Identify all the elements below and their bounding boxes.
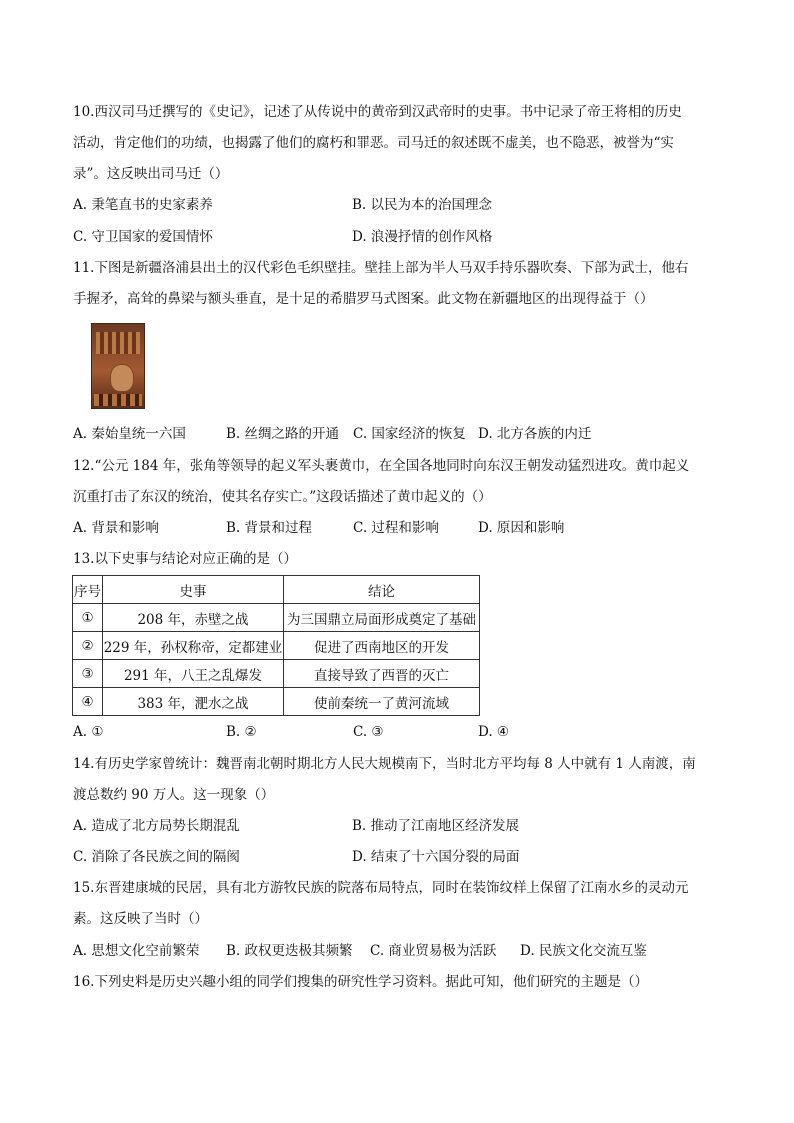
table-cell: 383 年，淝水之战 [103, 688, 284, 716]
q12-option-c: C. 过程和影响 [353, 520, 439, 536]
table-row [73, 660, 480, 688]
q12-option-d: D. 原因和影响 [478, 520, 565, 536]
table-cell: ② [73, 632, 103, 660]
table-row [73, 688, 480, 716]
table-cell: 208 年，赤壁之战 [103, 604, 284, 632]
q15-option-a: A. 思想文化空前繁荣 [73, 943, 200, 959]
q11-option-d: D. 北方各族的内迁 [478, 426, 592, 442]
table-cell: 291 年，八王之乱爆发 [103, 660, 284, 688]
q10-option-d: D. 浪漫抒情的创作风格 [352, 229, 493, 245]
table-row [73, 632, 480, 660]
table-header-cell: 结论 [284, 576, 480, 604]
q14-option-b: B. 推动了江南地区经济发展 [352, 818, 520, 834]
q14-text-line1: 14.有历史学家曾统计：魏晋南北朝时期北方人民大规模南下，当时北方平均每 8 人中就有 1 人南渡，南 [73, 756, 696, 772]
q13-option-d: D. ④ [478, 724, 510, 740]
q12-text-line1: 12.“公元 184 年，张角等领导的起义军头裹黄巾，在全国各地同时向东汉王朝发动猛烈进攻。黄巾起义 [73, 458, 690, 474]
q10-option-b: B. 以民为本的治国理念 [352, 197, 493, 213]
q10-text-line2: 活动，肯定他们的功绩，也揭露了他们的腐朽和罪恶。司马迁的叙述既不虚美，也不隐恶，被誉为“实 [73, 135, 674, 151]
q11-text-line1: 11.下图是新疆洛浦县出土的汉代彩色毛织壁挂。壁挂上部为半人马双手持乐器吹奏、下部为武士，他右 [73, 260, 689, 276]
q10-option-c: C. 守卫国家的爱国情怀 [73, 229, 213, 245]
q10-text-line3: 录”。这反映出司马迁（） [73, 166, 229, 182]
q10-option-a: A. 秉笔直书的史家素养 [73, 197, 213, 213]
image-pattern-top [96, 332, 140, 354]
table-cell: 为三国鼎立局面形成奠定了基础 [284, 604, 480, 632]
table-cell: 229 年，孙权称帝，定都建业 [103, 632, 284, 660]
q11-option-a: A. 秦始皇统一六国 [73, 426, 186, 442]
q14-option-d: D. 结束了十六国分裂的局面 [352, 849, 520, 865]
q13-text: 13.以下史事与结论对应正确的是（） [73, 551, 297, 567]
q15-option-c: C. 商业贸易极为活跃 [370, 943, 497, 959]
table-cell: 促进了西南地区的开发 [284, 632, 480, 660]
image-pattern-bottom [94, 394, 142, 406]
q16-text: 16.下列史料是历史兴趣小组的同学们搜集的研究性学习资料。据此可知，他们研究的主题是（） [73, 974, 648, 990]
q13-option-c: C. ③ [353, 724, 384, 740]
q15-text-line2: 素。这反映了当时（） [73, 911, 208, 927]
q13-option-b: B. ② [226, 724, 257, 740]
q13-option-a: A. ① [73, 724, 104, 740]
q11-text-line2: 手握矛，高耸的鼻梁与额头垂直，是十足的希腊罗马式图案。此文物在新疆地区的出现得益于（） [73, 291, 654, 307]
q13-table [72, 575, 480, 716]
table-cell: 直接导致了西晋的灭亡 [284, 660, 480, 688]
q14-text-line2: 渡总数约 90 万人。这一现象（） [73, 787, 275, 803]
q15-option-d: D. 民族文化交流互鉴 [520, 943, 647, 959]
q14-option-a: A. 造成了北方局势长期混乱 [73, 818, 240, 834]
q12-option-a: A. 背景和影响 [73, 520, 159, 536]
table-header-cell: 序号 [73, 576, 103, 604]
q15-option-b: B. 政权更迭极其频繁 [226, 943, 353, 959]
table-row [73, 604, 480, 632]
q10-text-line1: 10.西汉司马迁撰写的《史记》，记述了从传说中的黄帝到汉武帝时的史事。书中记录了帝王将相的历史 [73, 104, 682, 120]
table-header-row [73, 576, 480, 604]
q15-text-line1: 15.东晋建康城的民居，具有北方游牧民族的院落布局特点，同时在装饰纹样上保留了江南水乡的灵动元 [73, 880, 689, 896]
table-header-cell: 史事 [103, 576, 284, 604]
table-cell: ① [73, 604, 103, 632]
table-cell: 使前秦统一了黄河流域 [284, 688, 480, 716]
table-cell: ③ [73, 660, 103, 688]
q11-option-b: B. 丝绸之路的开通 [226, 426, 340, 442]
q11-option-c: C. 国家经济的恢复 [353, 426, 466, 442]
wall-hanging-image [91, 323, 145, 409]
table-cell: ④ [73, 688, 103, 716]
q12-option-b: B. 背景和过程 [226, 520, 313, 536]
q12-text-line2: 沉重打击了东汉的统治，使其名存实亡。”这段话描述了黄巾起义的（） [73, 489, 492, 505]
q14-option-c: C. 消除了各民族之间的隔阂 [73, 849, 240, 865]
image-warrior-face [110, 364, 134, 392]
